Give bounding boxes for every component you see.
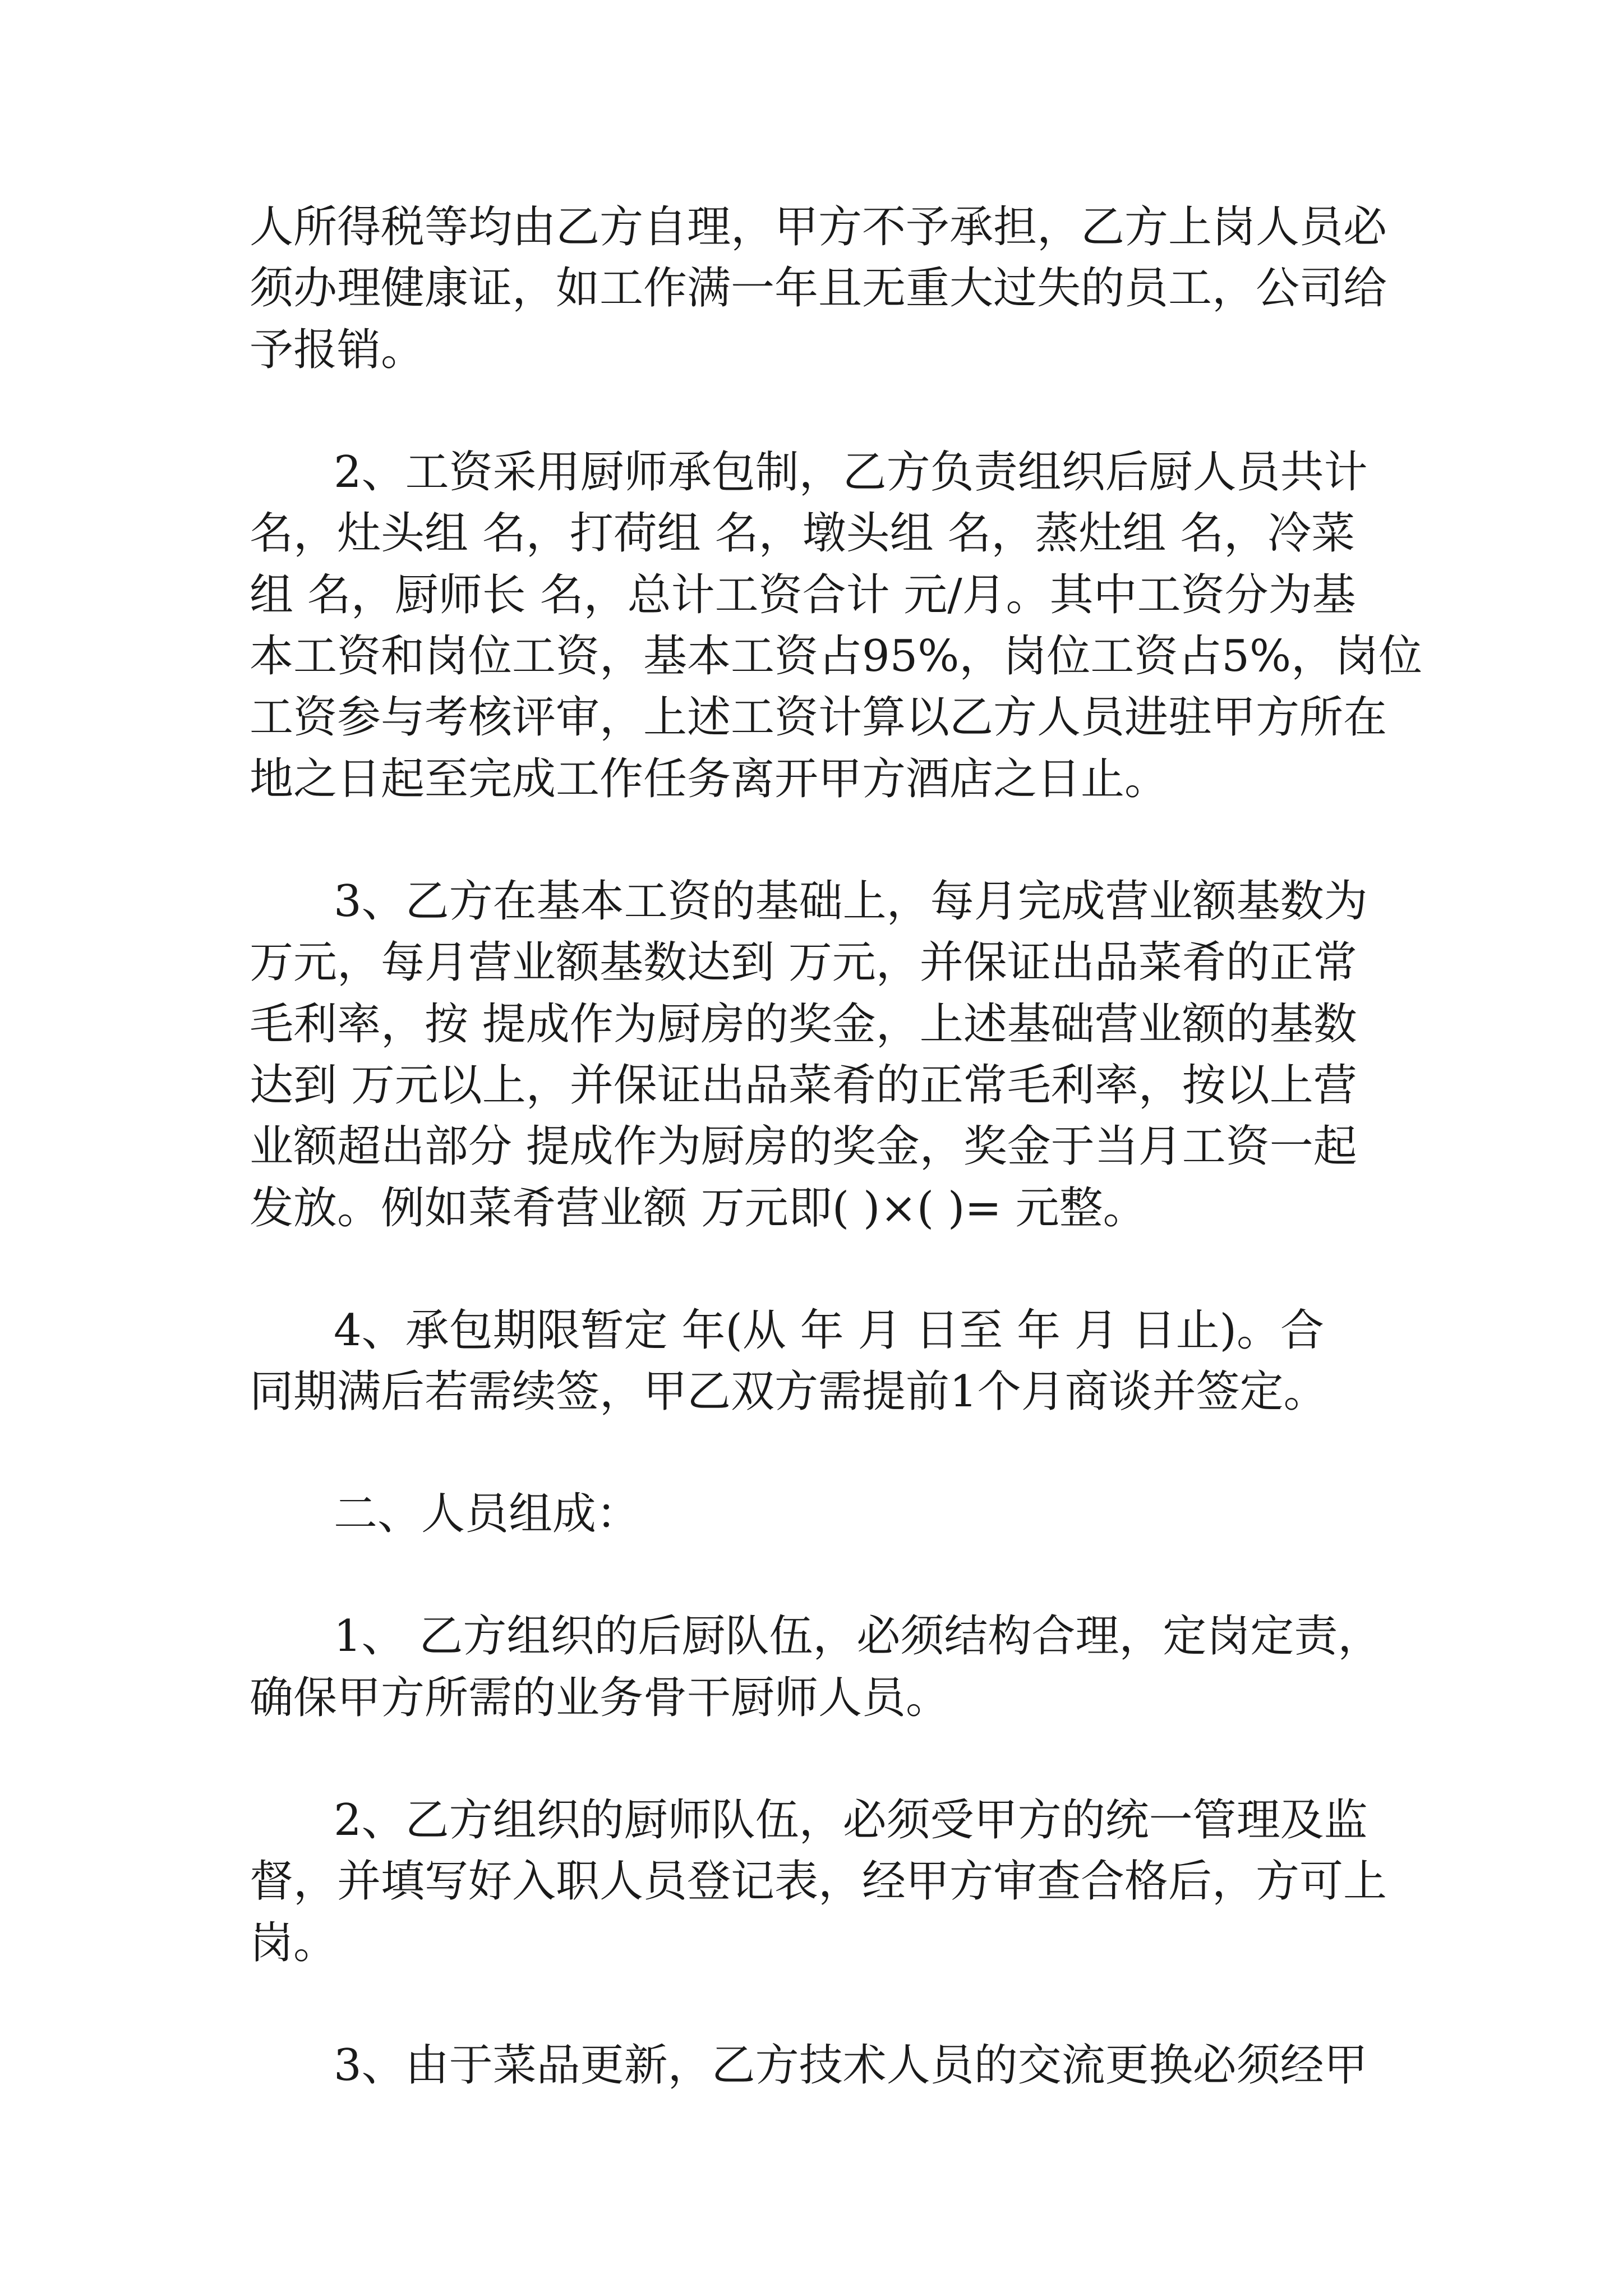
text-line: 地之日起至完成工作任务离开甲方酒店之日止。 — [250, 754, 1169, 804]
text-line: 人所得税等均由乙方自理，甲方不予承担，乙方上岗人员必 — [250, 202, 1387, 252]
text-line: 发放。例如菜肴营业额 万元即( )×( )= 元整。 — [250, 1183, 1147, 1234]
section-heading: 二、人员组成： — [334, 1489, 640, 1539]
text-line: 工资参与考核评审，上述工资计算以乙方人员进驻甲方所在 — [250, 692, 1387, 743]
text-line: 岗。 — [250, 1918, 338, 1968]
paragraph-start-line: 3、由于菜品更新，乙方技术人员的交流更换必须经甲 — [334, 2040, 1368, 2091]
text-line: 同期满后若需续签，甲乙双方需提前1个月商谈并签定。 — [250, 1366, 1327, 1417]
paragraph-start-line: 2、乙方组织的厨师队伍，必须受甲方的统一管理及监 — [334, 1795, 1368, 1846]
paragraph-start-line: 2、工资采用厨师承包制，乙方负责组织后厨人员共计 — [334, 447, 1368, 498]
text-line: 达到 万元以上，并保证出品菜肴的正常毛利率，按以上营 — [250, 1060, 1357, 1111]
text-line: 确保甲方所需的业务骨干厨师人员。 — [250, 1673, 950, 1723]
text-line: 组 名，厨师长 名，总计工资合计 元/月。其中工资分为基 — [250, 570, 1356, 620]
text-line: 万元，每月营业额基数达到 万元，并保证出品菜肴的正常 — [250, 937, 1357, 988]
paragraph-start-line: 1、 乙方组织的后厨队伍，必须结构合理，定岗定责， — [334, 1611, 1382, 1662]
paragraph-start-line: 4、承包期限暂定 年(从 年 月 日至 年 月 日止)。合 — [334, 1305, 1325, 1356]
text-line: 本工资和岗位工资，基本工资占95%，岗位工资占5%，岗位 — [250, 631, 1423, 682]
text-line: 须办理健康证，如工作满一年且无重大过失的员工，公司给 — [250, 263, 1387, 314]
text-line: 予报销。 — [250, 325, 425, 375]
text-line: 业额超出部分 提成作为厨房的奖金，奖金于当月工资一起 — [250, 1121, 1357, 1172]
text-line: 督，并填写好入职人员登记表，经甲方审查合格后，方可上 — [250, 1856, 1387, 1907]
text-line: 名，灶头组 名，打荷组 名，墩头组 名，蒸灶组 名，冷菜 — [250, 508, 1355, 559]
text-line: 毛利率，按 提成作为厨房的奖金，上述基础营业额的基数 — [250, 999, 1357, 1050]
paragraph-start-line: 3、乙方在基本工资的基础上，每月完成营业额基数为 — [334, 876, 1368, 927]
